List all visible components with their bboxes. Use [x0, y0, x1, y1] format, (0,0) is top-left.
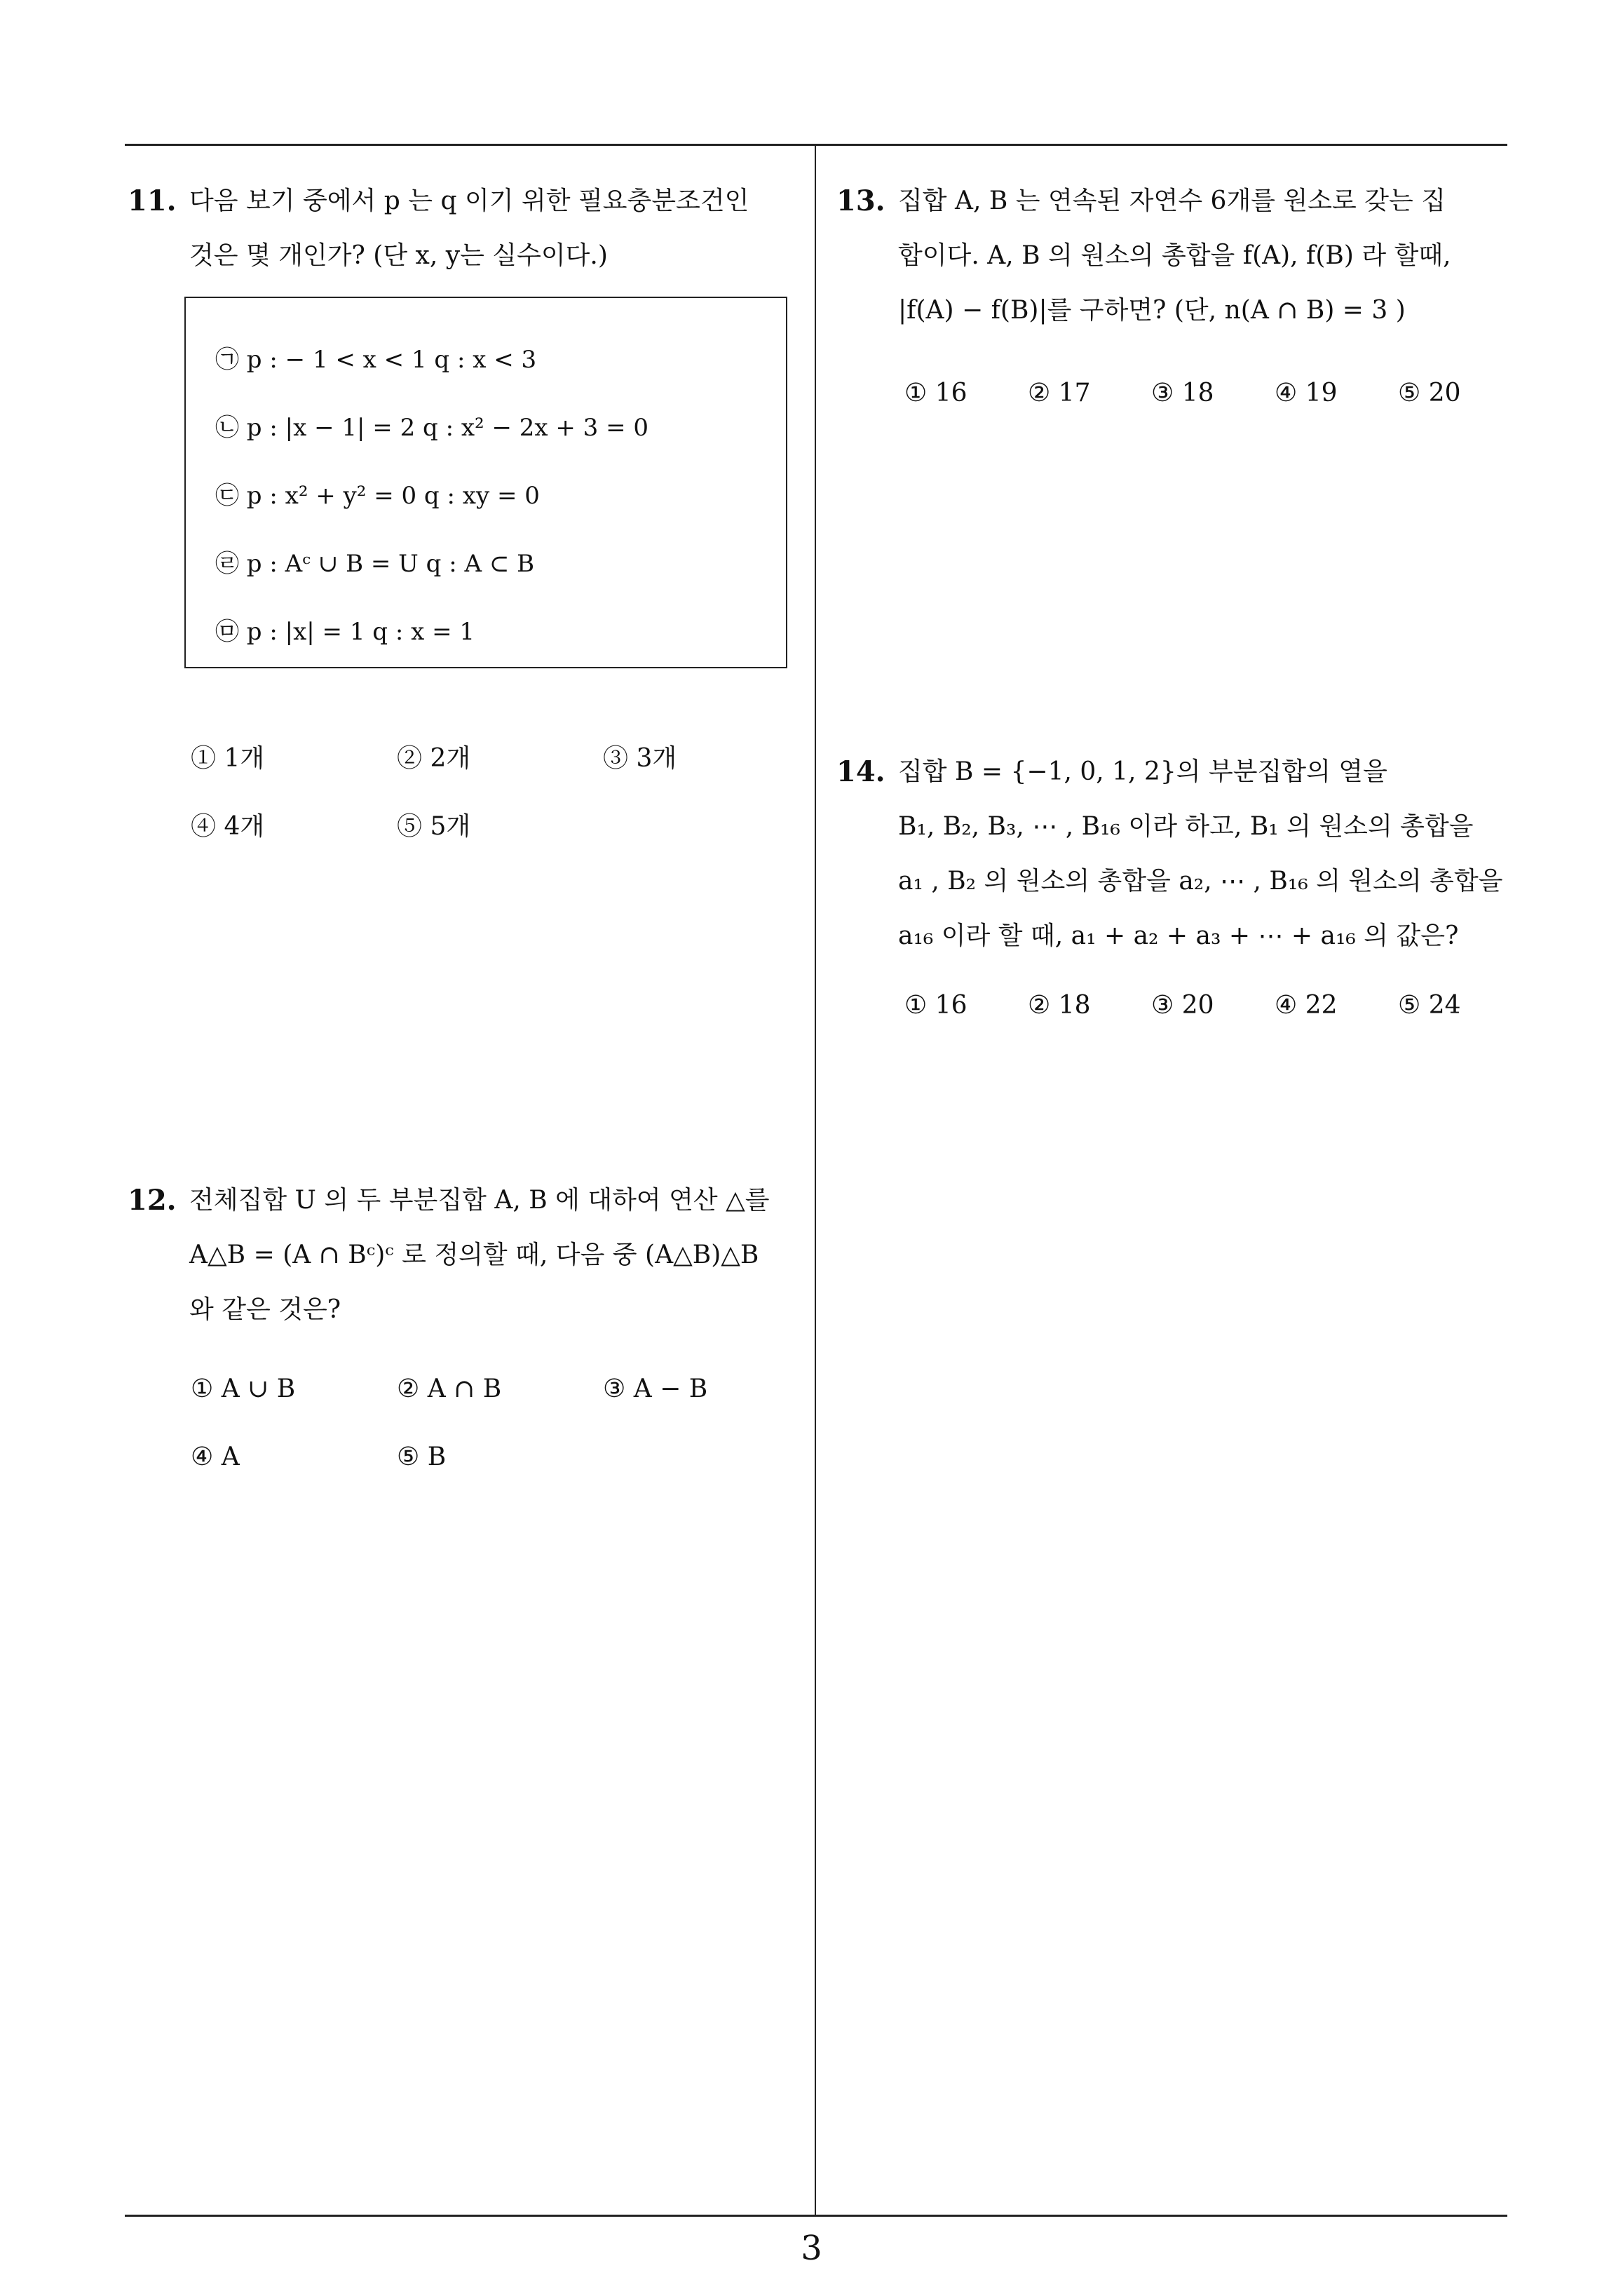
answer-choice-2[interactable]: ② 18: [1028, 991, 1091, 1020]
page-number: 3: [801, 2229, 822, 2268]
answer-choices: [904, 379, 1507, 421]
answer-choice-5[interactable]: ⑤ 24: [1398, 991, 1461, 1020]
answer-choice-3[interactable]: ③ 18: [1151, 379, 1214, 407]
condition-item: ㉡ p : |x − 1| = 2 q : x² − 2x + 3 = 0: [215, 414, 649, 442]
answer-choice-2[interactable]: ② 17: [1028, 379, 1091, 407]
question-line: 전체집합 U 의 두 부분집합 A, B 에 대하여 연산 △를: [189, 1186, 770, 1215]
answer-choice-4[interactable]: ④ 22: [1275, 991, 1338, 1020]
answer-choice-2[interactable]: ② A ∩ B: [397, 1375, 502, 1403]
answer-choice-1[interactable]: ① A ∪ B: [191, 1375, 296, 1403]
condition-item: ㉠ p : − 1 < x < 1 q : x < 3: [215, 346, 537, 374]
question-line: 합이다. A, B 의 원소의 총합을 f(A), f(B) 라 할때,: [898, 241, 1451, 270]
answer-choice-3[interactable]: ③ 3개: [603, 744, 677, 773]
answer-choice-3[interactable]: ③ 20: [1151, 991, 1214, 1020]
question-line: 와 같은 것은?: [189, 1295, 341, 1324]
answer-choice-1[interactable]: ① 1개: [191, 744, 265, 773]
answer-choice-5[interactable]: ⑤ B: [397, 1443, 447, 1471]
condition-item: ㉣ p : Aᶜ ∪ B = U q : A ⊂ B: [215, 550, 535, 578]
question-number: 14.: [836, 755, 885, 788]
question-text: [189, 1173, 808, 1337]
answer-choices: [191, 1375, 808, 1471]
answer-choice-4[interactable]: ④ 4개: [191, 812, 265, 841]
condition-item: ㉤ p : |x| = 1 q : x = 1: [215, 618, 475, 646]
question-text: [189, 174, 808, 283]
question-13: [836, 174, 1509, 338]
answer-choice-5[interactable]: ⑤ 5개: [397, 812, 471, 841]
bottom-rule: [125, 2215, 1507, 2217]
question-line: A△B = (A ∩ Bᶜ)ᶜ 로 정의할 때, 다음 중 (A△B)△B: [189, 1241, 759, 1269]
question-number: 11.: [128, 184, 177, 217]
answer-choice-5[interactable]: ⑤ 20: [1398, 379, 1461, 407]
question-line: a₁₆ 이라 할 때, a₁ + a₂ + a₃ + ⋯ + a₁₆ 의 값은?: [898, 921, 1459, 950]
answer-choice-4[interactable]: ④ 19: [1275, 379, 1338, 407]
answer-choice-1[interactable]: ① 16: [904, 991, 967, 1020]
question-line: 것은 몇 개인가? (단 x, y는 실수이다.): [189, 241, 608, 270]
answer-choice-1[interactable]: ① 16: [904, 379, 967, 407]
answer-choice-4[interactable]: ④ A: [191, 1443, 240, 1471]
question-number: 12.: [128, 1184, 177, 1217]
top-rule: [125, 144, 1507, 146]
question-number: 13.: [836, 184, 885, 217]
question-text: [898, 745, 1509, 964]
answer-choices: [904, 991, 1507, 1033]
answer-choice-2[interactable]: ② 2개: [397, 744, 471, 773]
question-line: 다음 보기 중에서 p 는 q 이기 위한 필요충분조건인: [189, 187, 749, 215]
question-line: |f(A) − f(B)|를 구하면? (단, n(A ∩ B) = 3 ): [898, 296, 1406, 325]
question-14: [836, 745, 1509, 964]
question-11: [128, 174, 808, 283]
question-line: 집합 B = {−1, 0, 1, 2}의 부분집합의 열을: [898, 757, 1387, 786]
answer-choice-3[interactable]: ③ A − B: [603, 1375, 708, 1403]
column-divider: [815, 145, 816, 2215]
answer-choices: [191, 738, 808, 841]
question-12: [128, 1173, 808, 1337]
condition-item: ㉢ p : x² + y² = 0 q : xy = 0: [215, 482, 540, 510]
question-line: B₁, B₂, B₃, ⋯ , B₁₆ 이라 하고, B₁ 의 원소의 총합을: [898, 812, 1474, 841]
question-line: 집합 A, B 는 연속된 자연수 6개를 원소로 갖는 집: [898, 187, 1446, 215]
question-text: [898, 174, 1509, 338]
condition-box: [184, 297, 787, 668]
question-line: a₁ , B₂ 의 원소의 총합을 a₂, ⋯ , B₁₆ 의 원소의 총합을: [898, 867, 1503, 896]
